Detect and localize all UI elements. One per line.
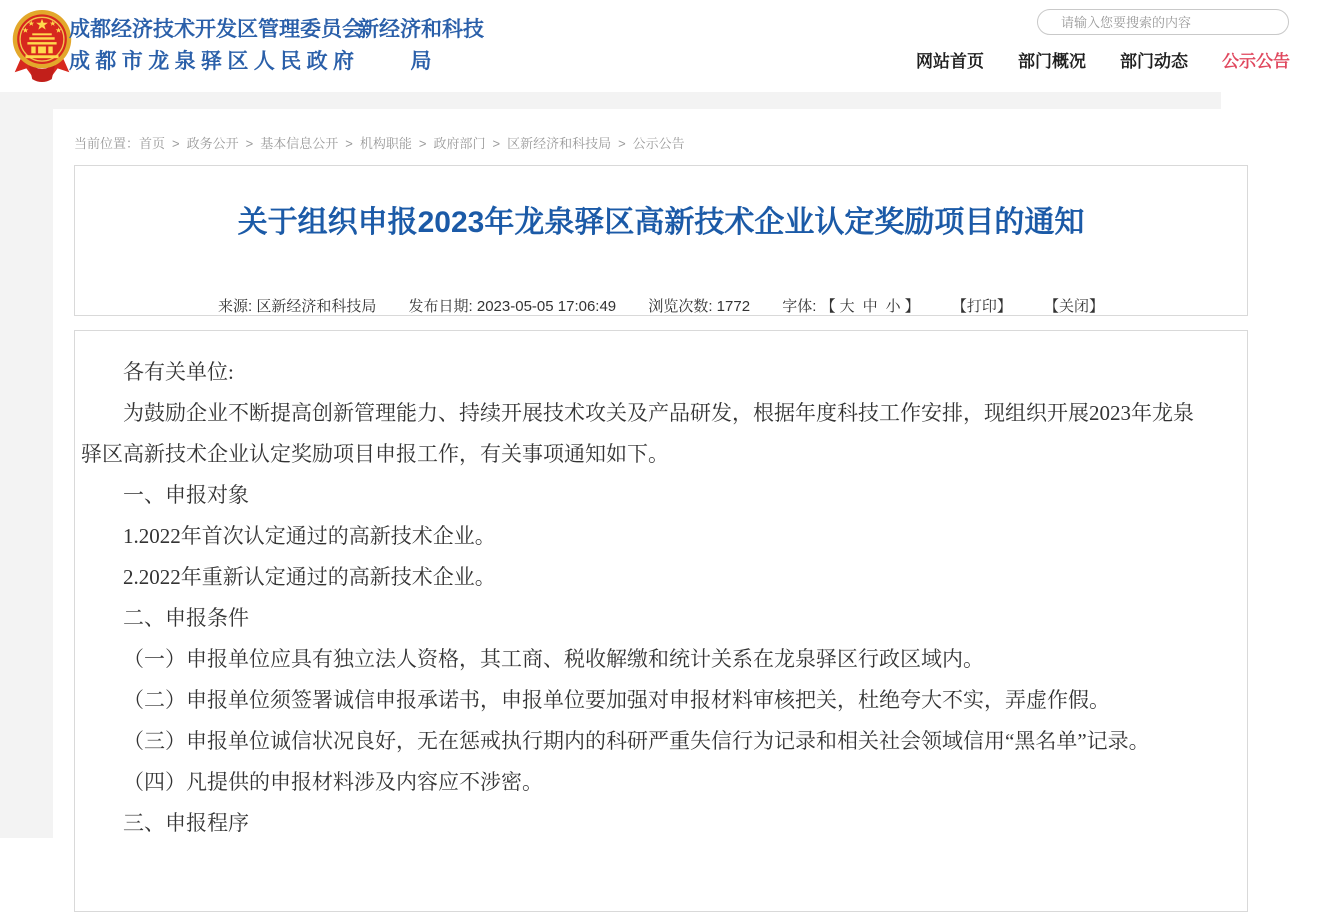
- font-size-大-button[interactable]: 大: [839, 298, 855, 315]
- breadcrumb-link[interactable]: 首页: [139, 136, 166, 151]
- article-paragraph: 三、申报程序: [123, 811, 249, 835]
- national-emblem-icon: [11, 8, 73, 84]
- meta-publish-date: [409, 295, 617, 316]
- nav-item-网站首页[interactable]: 网站首页: [916, 52, 984, 71]
- nav-item-部门动态[interactable]: 部门动态: [1120, 52, 1188, 71]
- breadcrumb-link[interactable]: 机构职能: [359, 136, 412, 151]
- close-button[interactable]: 【关闭】: [1044, 298, 1105, 315]
- breadcrumb-items: [139, 136, 685, 151]
- breadcrumb-prefix: 当前位置：: [74, 136, 140, 151]
- dept-name-line2: 局: [410, 50, 432, 73]
- font-bracket-open: 【: [820, 298, 836, 315]
- meta-font-size-control: [782, 295, 919, 316]
- meta-date-value: 2023-05-05 17:06:49: [476, 298, 617, 315]
- font-size-options: [836, 298, 905, 315]
- org-name-line1: 成都经济技术开发区管理委员会: [69, 18, 363, 41]
- nav-item-公示公告[interactable]: 公示公告: [1222, 52, 1290, 71]
- top-nav: [916, 47, 1290, 72]
- article-body: [75, 331, 1247, 844]
- meta-date-label: 发布日期:: [408, 298, 477, 315]
- breadcrumb-separator: >: [345, 136, 353, 151]
- meta-views-label: 浏览次数:: [648, 298, 717, 315]
- font-size-小-button[interactable]: 小: [885, 298, 901, 315]
- main-container: [53, 109, 1303, 838]
- site-header: [0, 0, 1320, 92]
- breadcrumb-separator: >: [492, 136, 501, 151]
- print-button[interactable]: 【打印】: [951, 298, 1012, 315]
- meta-view-count: [648, 295, 750, 316]
- breadcrumb-separator: >: [245, 136, 254, 151]
- nav-item-部门概况[interactable]: 部门概况: [1018, 52, 1086, 71]
- breadcrumb-separator: >: [418, 136, 427, 151]
- article-paragraph: （四）凡提供的申报材料涉及内容应不涉密。: [123, 770, 543, 794]
- search-box: [1037, 9, 1289, 35]
- department-name[interactable]: [357, 15, 485, 76]
- meta-font-label: 字体:: [782, 298, 821, 315]
- breadcrumb-link[interactable]: 政府部门: [433, 136, 486, 151]
- article-body-box: [74, 330, 1248, 912]
- article-paragraph: 一、申报对象: [123, 483, 249, 507]
- article-paragraph: 2.2022年重新认定通过的高新技术企业。: [123, 565, 496, 589]
- article-paragraph: （一）申报单位应具有独立法人资格，其工商、税收解缴和统计关系在龙泉驿区行政区域内。: [123, 647, 984, 671]
- article-paragraph: 为鼓励企业不断提高创新管理能力、持续开展技术攻关及产品研发，根据年度科技工作安排，现组织开展2023年龙泉驿区高新技术企业认定奖励项目申报工作，有关事项通知如下。: [81, 401, 1194, 466]
- meta-source: [218, 295, 376, 316]
- dept-name-line1: 新经济和科技: [358, 18, 484, 41]
- breadcrumb-separator: >: [172, 136, 180, 151]
- article-meta: [75, 295, 1247, 316]
- font-size-中-button[interactable]: 中: [862, 298, 878, 315]
- page-title: 关于组织申报2023年龙泉驿区高新技术企业认定奖励项目的通知: [237, 206, 1085, 239]
- meta-views-value: 1772: [716, 298, 751, 315]
- article-paragraph: 二、申报条件: [123, 606, 249, 630]
- breadcrumb-link[interactable]: 区新经济和科技局: [507, 136, 612, 151]
- site-logo-link[interactable]: [11, 8, 73, 84]
- breadcrumb-link[interactable]: 政务公开: [186, 136, 239, 151]
- breadcrumb-link[interactable]: 基本信息公开: [260, 136, 339, 151]
- meta-source-label: 来源:: [217, 298, 257, 315]
- font-bracket-close: 】: [904, 298, 920, 315]
- site-title[interactable]: [69, 15, 363, 76]
- meta-source-value: 区新经济和科技局: [256, 298, 377, 315]
- article-paragraph: 1.2022年首次认定通过的高新技术企业。: [123, 524, 496, 548]
- article-paragraph: （三）申报单位诚信状况良好，无在惩戒执行期内的科研严重失信行为记录和相关社会领域信用“黑名单”记录。: [123, 729, 1150, 753]
- org-name-line2: 成都市龙泉驿区人民政府: [69, 50, 360, 73]
- search-input[interactable]: [1059, 10, 1263, 34]
- breadcrumb-separator: >: [618, 136, 626, 151]
- breadcrumb-link[interactable]: 公示公告: [632, 136, 685, 151]
- article-paragraph: （二）申报单位须签署诚信申报承诺书，申报单位要加强对申报材料审核把关，杜绝夸大不实，弄虚作假。: [123, 688, 1110, 712]
- breadcrumb: [74, 133, 685, 152]
- article-paragraph: 各有关单位:: [123, 360, 234, 384]
- article-title-box: [74, 165, 1248, 316]
